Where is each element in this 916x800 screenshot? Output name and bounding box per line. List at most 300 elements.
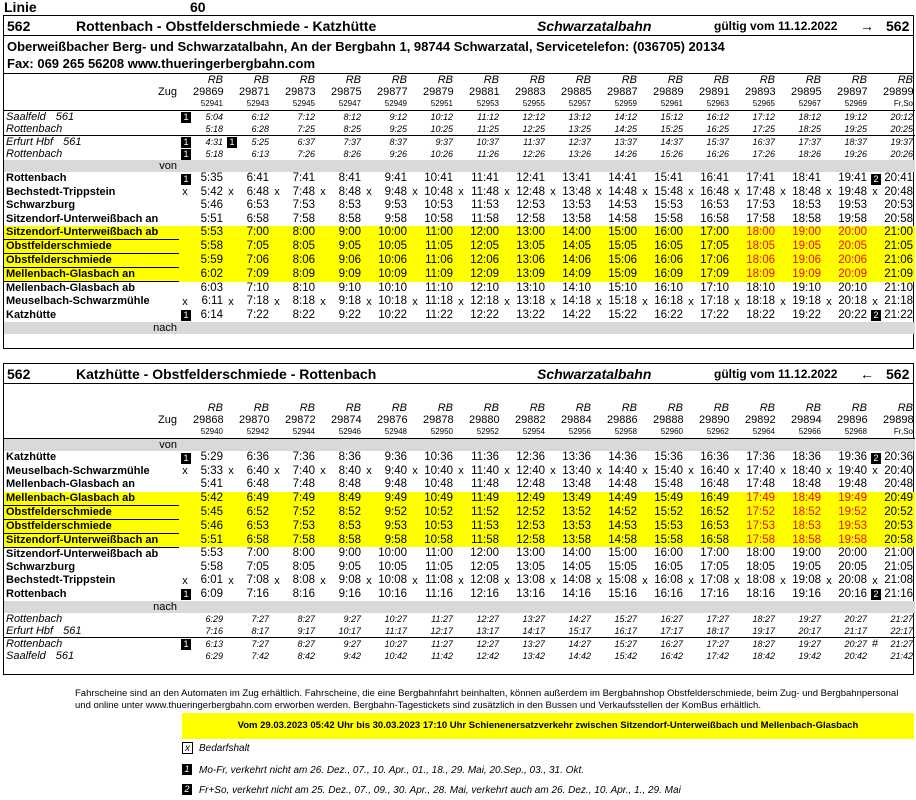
- blank: [685, 439, 697, 452]
- connection-time: 20:12: [890, 112, 913, 122]
- train-number: 29899: [883, 86, 914, 98]
- departure-time: 17:41: [746, 172, 775, 185]
- train-number: 29887: [607, 86, 638, 98]
- departure-time: 6:36: [246, 451, 269, 464]
- marker: [317, 226, 329, 240]
- train-type: RB: [667, 74, 683, 86]
- marker: [639, 254, 651, 268]
- marker: [363, 254, 375, 268]
- departure-time: 15:41: [654, 172, 683, 185]
- departure-time: 10:49: [421, 492, 455, 506]
- connection-station-name: Rottenbach: [6, 638, 63, 650]
- marker: [639, 613, 651, 625]
- request-stop-mark: x: [642, 295, 648, 308]
- marker: [455, 561, 467, 575]
- marker: [593, 492, 605, 506]
- marker: [547, 625, 559, 638]
- marker: [455, 309, 467, 323]
- departure-time: 20:00: [835, 226, 869, 240]
- marker: [823, 123, 835, 136]
- departure-time: 5:51: [191, 533, 225, 547]
- marker: [409, 625, 421, 638]
- request-stop-mark: x: [872, 465, 878, 478]
- blank: [547, 426, 559, 439]
- marker: [317, 123, 329, 136]
- marker: [501, 148, 513, 160]
- departure-time: 15:58: [651, 533, 685, 547]
- departure-time: 9:53: [384, 199, 407, 212]
- marker: [639, 123, 651, 136]
- departure-time: 17:05: [697, 240, 731, 254]
- station-name: Mellenbach-Glasbach ab: [4, 492, 179, 506]
- marker: [777, 505, 789, 519]
- connection-time: 15:26: [660, 149, 683, 159]
- station-name: Obstfelderschmiede: [4, 505, 179, 519]
- request-stop-mark: x: [320, 574, 326, 587]
- departure-time: 14:09: [559, 268, 593, 282]
- marker: [455, 186, 467, 200]
- marker: [409, 199, 421, 213]
- departure-time: 19:53: [838, 199, 867, 212]
- departure-time: 7:49: [283, 492, 317, 506]
- marker: [685, 309, 697, 323]
- departure-time: 13:48: [562, 185, 591, 198]
- departure-time: 12:49: [513, 492, 547, 506]
- blank: [651, 322, 685, 334]
- departure-time: 21:09: [881, 268, 915, 282]
- departure-time: 15:05: [605, 240, 639, 254]
- blank: [547, 439, 559, 452]
- marker-badge: 2: [871, 174, 881, 185]
- marker: [869, 199, 881, 213]
- departure-time: 8:10: [292, 281, 315, 294]
- marker: [639, 240, 651, 254]
- marker: [501, 111, 513, 124]
- departure-time: 12:58: [516, 212, 545, 225]
- departure-time: 14:58: [608, 212, 637, 225]
- departure-time: 13:58: [559, 533, 593, 547]
- departure-time: 12:06: [467, 254, 501, 268]
- blank: [375, 322, 409, 334]
- departure-time: 20:06: [835, 254, 869, 268]
- marker: [225, 199, 237, 213]
- marker: [547, 574, 559, 588]
- departure-time: 14:06: [559, 254, 593, 268]
- nach-row: [4, 322, 915, 334]
- blank: [835, 439, 869, 452]
- blank: [455, 601, 467, 613]
- marker: [547, 226, 559, 240]
- connection-time: 15:25: [660, 124, 683, 134]
- marker: [225, 519, 237, 533]
- train-type: RB: [851, 402, 867, 414]
- marker: [225, 268, 237, 282]
- marker: [823, 309, 835, 323]
- departure-time: 18:05: [743, 240, 777, 254]
- marker: [685, 148, 697, 160]
- departure-time: 16:36: [700, 451, 729, 464]
- blank: [179, 74, 191, 86]
- blank: [823, 414, 835, 426]
- timetable-table: [4, 402, 915, 662]
- departure-time: 11:52: [467, 505, 501, 519]
- blank: [777, 74, 789, 86]
- departure-time: 18:00: [746, 547, 775, 560]
- blank: [731, 439, 743, 452]
- departure-time: 18:53: [792, 199, 821, 212]
- blank: [777, 98, 789, 111]
- marker: [547, 505, 559, 519]
- marker: [823, 478, 835, 492]
- departure-time: 11:08: [425, 574, 453, 587]
- marker: [777, 625, 789, 638]
- departure-time: 9:58: [384, 212, 407, 225]
- blank: [513, 439, 547, 452]
- station-name: Meuselbach-Schwarzmühle: [6, 464, 150, 477]
- blank: [363, 98, 375, 111]
- blank: [283, 439, 317, 452]
- departure-time: 18:48: [792, 478, 821, 491]
- departure-time: 20:09: [835, 268, 869, 282]
- marker: [731, 309, 743, 323]
- connection-time: 6:28: [251, 124, 269, 134]
- departure-time: 12:08: [470, 574, 499, 587]
- blank: [789, 160, 823, 172]
- marker: [455, 588, 467, 602]
- direction-arrow-icon: ←: [860, 366, 874, 382]
- departure-time: 15:52: [651, 505, 685, 519]
- request-stop-mark: x: [826, 465, 832, 478]
- marker: [179, 136, 191, 149]
- train-number: 29880: [469, 414, 500, 426]
- request-stop-mark: x: [458, 186, 464, 199]
- marker: [685, 465, 697, 479]
- marker: [685, 282, 697, 296]
- connection-time: 17:37: [798, 137, 821, 147]
- departure-time: 11:00: [421, 226, 455, 240]
- marker: [777, 254, 789, 268]
- connection-time: 16:37: [752, 137, 775, 147]
- marker: [317, 282, 329, 296]
- departure-time: 18:48: [792, 185, 821, 198]
- marker: [409, 478, 421, 492]
- departure-time: 16:41: [700, 172, 729, 185]
- marker: [869, 478, 881, 492]
- railway-name: Schwarzatalbahn: [537, 366, 652, 382]
- marker: [823, 111, 835, 124]
- connection-time: 19:27: [798, 614, 821, 624]
- marker: [225, 574, 237, 588]
- marker: [179, 547, 191, 561]
- departure-time: 16:52: [697, 505, 731, 519]
- marker: [639, 111, 651, 124]
- departure-time: 16:06: [651, 254, 685, 268]
- request-stop-mark: x: [320, 465, 326, 478]
- departure-time: 14:49: [605, 492, 639, 506]
- train-type: RB: [897, 74, 913, 86]
- marker: [179, 465, 191, 479]
- timetable-table: [4, 74, 915, 334]
- departure-time: 18:00: [743, 226, 777, 240]
- marker: [501, 625, 513, 638]
- departure-time: 14:00: [562, 547, 591, 560]
- blank: [639, 86, 651, 98]
- marker: [317, 254, 329, 268]
- blank: [685, 426, 697, 439]
- marker: [823, 226, 835, 240]
- departure-time: 5:45: [191, 505, 225, 519]
- marker: [409, 638, 421, 651]
- request-stop-mark: x: [688, 295, 694, 308]
- departure-time: 13:22: [516, 308, 545, 321]
- marker: [409, 240, 421, 254]
- train-type: RB: [391, 74, 407, 86]
- blank: [467, 322, 501, 334]
- request-stop-mark: x: [274, 295, 280, 308]
- connection-station: [4, 111, 179, 124]
- blank: [639, 414, 651, 426]
- marker: [409, 309, 421, 323]
- marker: [179, 492, 191, 506]
- legend-text: Mo-Fr, verkehrt nicht am 26. Dez., 07., 10. Apr., 01., 18., 29. Mai, 20.Sep., 03., 31. Okt.: [199, 765, 584, 776]
- train-sub-number: 52964: [743, 426, 777, 439]
- marker: [317, 240, 329, 254]
- train-type: RB: [253, 402, 269, 414]
- marker: [823, 613, 835, 625]
- marker: [501, 123, 513, 136]
- departure-time: 19:00: [792, 547, 821, 560]
- connection-time: 9:26: [389, 149, 407, 159]
- connection-time: 6:12: [251, 112, 269, 122]
- connection-station-name: Erfurt Hbf: [6, 625, 54, 637]
- departure-time: 17:58: [746, 212, 775, 225]
- departure-time: 21:18: [884, 295, 913, 308]
- marker: [731, 547, 743, 561]
- marker: [179, 172, 191, 186]
- train-number: 29876: [377, 414, 408, 426]
- marker: [317, 199, 329, 213]
- departure-time: 15:48: [654, 185, 683, 198]
- blank: [409, 160, 421, 172]
- marker: [501, 268, 513, 282]
- marker: [501, 213, 513, 227]
- departure-time: 13:36: [562, 451, 591, 464]
- marker: [271, 492, 283, 506]
- departure-time: 11:16: [425, 587, 453, 600]
- station-name: Sitzendorf-Unterweißbach an: [6, 212, 159, 225]
- blank: [547, 322, 559, 334]
- request-stop-mark: x: [642, 465, 648, 478]
- marker: [179, 148, 191, 160]
- departure-time: 14:05: [562, 560, 591, 573]
- marker: [363, 172, 375, 186]
- marker: [731, 561, 743, 575]
- station-row: [4, 561, 915, 575]
- connection-time: 10:12: [430, 112, 453, 122]
- marker: [869, 254, 881, 268]
- marker: [271, 213, 283, 227]
- departure-time: 6:02: [191, 268, 225, 282]
- blank: [639, 439, 651, 452]
- station-row: [4, 588, 915, 602]
- marker: [409, 254, 421, 268]
- marker: [685, 172, 697, 186]
- marker: [455, 478, 467, 492]
- connection-time: 13:27: [522, 614, 545, 624]
- request-stop-mark: x: [734, 574, 740, 587]
- nach-row: [4, 601, 915, 613]
- departure-time: 9:00: [338, 547, 361, 560]
- blank: [4, 98, 179, 111]
- marker: [455, 533, 467, 547]
- marker: [363, 492, 375, 506]
- blank: [455, 439, 467, 452]
- blank: [283, 160, 317, 172]
- validity: gültig vom 11.12.2022: [714, 19, 838, 33]
- blank: [547, 402, 559, 414]
- connection-time: 12:26: [522, 149, 545, 159]
- marker: [225, 136, 237, 149]
- marker: [409, 561, 421, 575]
- marker: [225, 295, 237, 309]
- blank: [593, 601, 605, 613]
- departure-time: 17:49: [743, 492, 777, 506]
- marker: [409, 650, 421, 662]
- departure-time: 19:36: [838, 451, 867, 464]
- departure-time: 19:10: [792, 281, 821, 294]
- connection-time: 20:27: [844, 614, 867, 624]
- departure-time: 12:09: [467, 268, 501, 282]
- station-name: Katzhütte: [6, 308, 57, 321]
- train-type: RB: [713, 402, 729, 414]
- departure-time: 21:00: [884, 547, 913, 560]
- marker: [271, 268, 283, 282]
- marker: [685, 136, 697, 149]
- departure-time: 7:00: [246, 547, 269, 560]
- blank: [237, 322, 271, 334]
- blank: [547, 160, 559, 172]
- blank: [329, 322, 363, 334]
- departure-time: 8:00: [283, 226, 317, 240]
- departure-time: 14:16: [562, 587, 591, 600]
- marker: [455, 613, 467, 625]
- marker: [731, 186, 743, 200]
- departure-time: 6:48: [246, 478, 269, 491]
- departure-time: 14:18: [562, 295, 591, 308]
- marker: [271, 226, 283, 240]
- blank: [225, 426, 237, 439]
- blank: [593, 439, 605, 452]
- departure-time: 10:18: [378, 295, 407, 308]
- von-label: von: [4, 160, 179, 172]
- departure-time: 8:58: [338, 212, 361, 225]
- marker: [823, 213, 835, 227]
- marker: [777, 172, 789, 186]
- departure-time: 13:05: [516, 560, 545, 573]
- departure-time: 8:53: [338, 199, 361, 212]
- departure-time: 16:05: [651, 240, 685, 254]
- marker: [731, 588, 743, 602]
- zug-label: Zug: [158, 414, 177, 426]
- marker: [777, 574, 789, 588]
- departure-time: 5:46: [191, 519, 225, 533]
- connection-time: 13:12: [568, 112, 591, 122]
- train-number: 29877: [377, 86, 408, 98]
- blank: [639, 402, 651, 414]
- marker: [271, 254, 283, 268]
- train-type: RB: [299, 402, 315, 414]
- connection-time: 11:37: [523, 137, 545, 147]
- marker: [685, 254, 697, 268]
- blank: [179, 601, 191, 613]
- train-sub-number: 52942: [237, 426, 271, 439]
- connection-time: 19:17: [752, 626, 775, 636]
- station-row: [4, 519, 915, 533]
- connection-time: 11:25: [477, 124, 499, 134]
- request-stop-mark: x: [780, 295, 786, 308]
- blank: [743, 160, 777, 172]
- blank: [685, 74, 697, 86]
- request-stop-mark: x: [320, 295, 326, 308]
- blank: [777, 160, 789, 172]
- connection-time: 18:42: [752, 651, 775, 661]
- station-name: Sitzendorf-Unterweißbach ab: [6, 547, 159, 560]
- marker: [225, 309, 237, 323]
- blank: [823, 98, 835, 111]
- connection-time: 20:25: [890, 124, 913, 134]
- marker: [777, 282, 789, 296]
- request-stop-mark: x: [826, 574, 832, 587]
- marker: [225, 588, 237, 602]
- connection-time: 12:42: [476, 651, 499, 661]
- blank: [179, 322, 191, 334]
- marker: [501, 465, 513, 479]
- marker: [271, 519, 283, 533]
- departure-time: 9:58: [375, 533, 409, 547]
- departure-time: 7:06: [237, 254, 271, 268]
- blank: [593, 426, 605, 439]
- train-type: RB: [805, 74, 821, 86]
- departure-time: 10:08: [378, 574, 407, 587]
- blank: [777, 426, 789, 439]
- blank: [237, 439, 271, 452]
- train-number: 29886: [607, 414, 638, 426]
- marker: [685, 561, 697, 575]
- marker: [823, 547, 835, 561]
- departure-time: 12:00: [470, 547, 499, 560]
- marker: [593, 547, 605, 561]
- blank: [455, 322, 467, 334]
- departure-time: 17:00: [697, 226, 731, 240]
- departure-time: 14:41: [608, 172, 637, 185]
- departure-time: 16:53: [697, 519, 731, 533]
- request-stop-mark: x: [458, 465, 464, 478]
- departure-time: 21:10: [884, 281, 913, 294]
- blank: [639, 160, 651, 172]
- marker: [777, 451, 789, 465]
- marker: [593, 574, 605, 588]
- departure-time: 16:09: [651, 268, 685, 282]
- train-sub-number: 52967: [789, 98, 823, 111]
- marker: [271, 505, 283, 519]
- departure-time: 16:18: [654, 295, 683, 308]
- blank: [835, 322, 869, 334]
- marker: [179, 519, 191, 533]
- departure-time: 15:05: [608, 560, 637, 573]
- marker: [501, 282, 513, 296]
- departure-time: 17:53: [743, 519, 777, 533]
- marker: [455, 519, 467, 533]
